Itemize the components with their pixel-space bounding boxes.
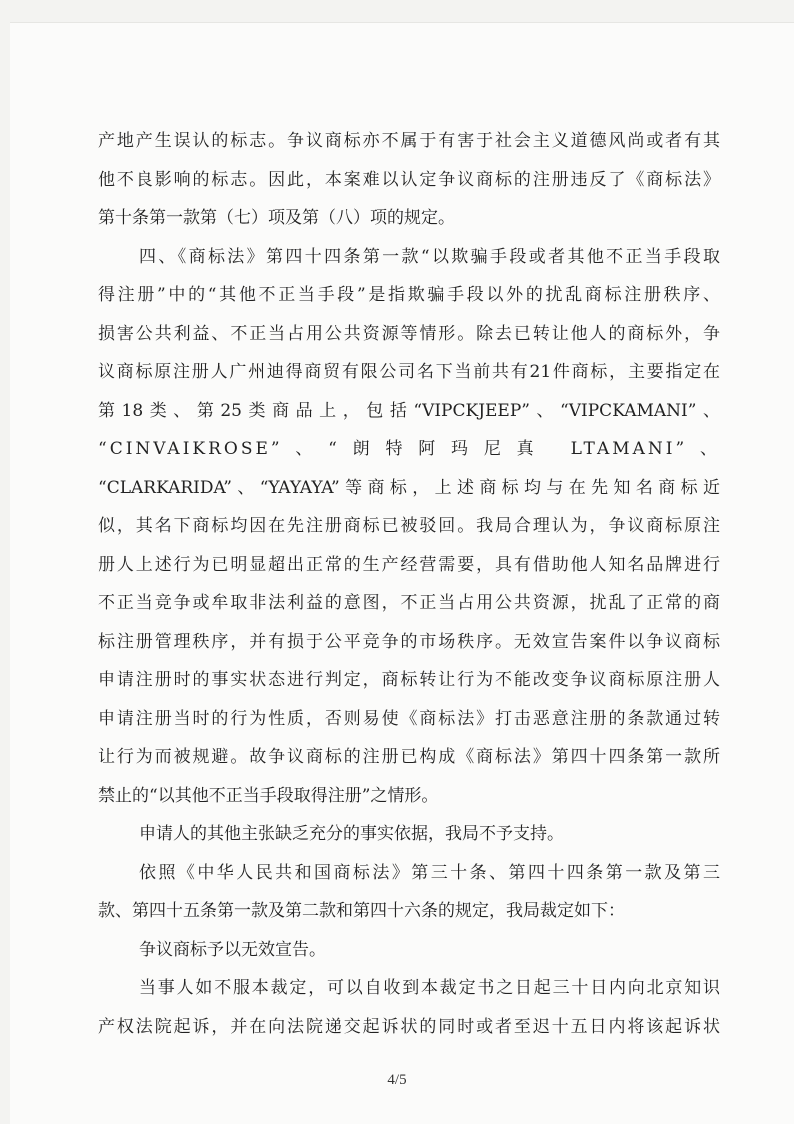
text-line: 标注册管理秩序，并有损于公平竞争的市场秩序。无效宣告案件以争议商标	[98, 632, 720, 652]
text-line: 申请注册当时的行为性质，否则易使《商标法》打击恶意注册的条款通过转	[98, 709, 720, 729]
text-line: 第十条第一款第（七）项及第（八）项的规定。	[98, 208, 455, 228]
text-line: 产权法院起诉，并在向法院递交起诉状的同时或者至迟十五日内将该起诉状	[98, 1017, 720, 1037]
text-line: “CINVAIKROSE”、“朗特阿玛尼真 LTAMANI”、	[98, 439, 720, 459]
text-line: 第18类、第25类商品上，包括“VIPCKJEEP”、“VIPCKAMANI”、	[98, 401, 720, 421]
text-line: 产地产生误认的标志。争议商标亦不属于有害于社会主义道德风尚或者有其	[98, 131, 720, 151]
page-number: 4/5	[387, 1072, 407, 1088]
text-line: 似，其名下商标均因在先注册商标已被驳回。我局合理认为，争议商标原注	[98, 516, 720, 536]
text-line: 款、第四十五条第一款及第二款和第四十六条的规定，我局裁定如下：	[98, 901, 625, 921]
text-line: 争议商标予以无效宣告。	[139, 940, 326, 960]
text-line: 议商标原注册人广州迪得商贸有限公司名下当前共有21件商标，主要指定在	[98, 362, 720, 382]
text-line: 不正当竞争或牟取非法利益的意图，不正当占用公共资源，扰乱了正常的商	[98, 593, 720, 613]
text-line: 申请注册时的事实状态进行判定，商标转让行为不能改变争议商标原注册人	[98, 670, 720, 690]
text-line: 申请人的其他主张缺乏充分的事实依据，我局不予支持。	[139, 824, 564, 844]
text-line: 当事人如不服本裁定，可以自收到本裁定书之日起三十日内向北京知识	[139, 978, 720, 998]
text-line: 依照《中华人民共和国商标法》第三十条、第四十四条第一款及第三	[139, 863, 720, 883]
text-line: 四、《商标法》第四十四条第一款“以欺骗手段或者其他不正当手段取	[139, 247, 720, 267]
text-line: 册人上述行为已明显超出正常的生产经营需要，具有借助他人知名品牌进行	[98, 555, 720, 575]
text-line: “CLARKARIDA”、“YAYAYA”等商标，上述商标均与在先知名商标近	[98, 478, 720, 498]
text-line: 损害公共利益、不正当占用公共资源等情形。除去已转让他人的商标外，争	[98, 324, 720, 344]
text-line: 得注册”中的“其他不正当手段”是指欺骗手段以外的扰乱商标注册秩序、	[98, 285, 720, 305]
text-line: 禁止的“以其他不正当手段取得注册”之情形。	[98, 786, 439, 806]
text-line: 他不良影响的标志。因此，本案难以认定争议商标的注册违反了《商标法》	[98, 170, 720, 190]
text-line: 让行为而被规避。故争议商标的注册已构成《商标法》第四十四条第一款所	[98, 747, 720, 767]
